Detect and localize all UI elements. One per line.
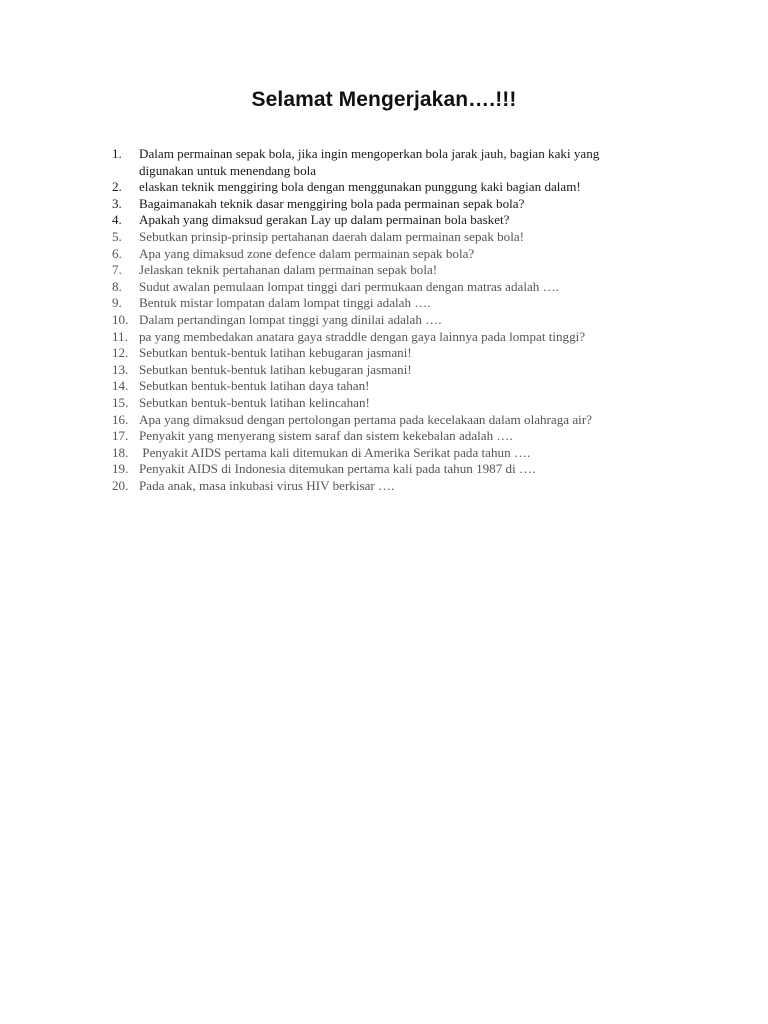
question-number: 6. (112, 245, 122, 261)
question-text: Sebutkan bentuk-bentuk latihan kebugaran jasmani! (139, 361, 412, 377)
question-text: Penyakit AIDS pertama kali ditemukan di Amerika Serikat pada tahun …. (139, 444, 531, 460)
question-item (112, 212, 672, 229)
question-item (112, 279, 672, 296)
question-number: 4. (112, 212, 122, 228)
question-item (112, 345, 672, 362)
question-number: 8. (112, 278, 122, 294)
question-number: 10. (112, 311, 129, 327)
question-number: 2. (112, 179, 122, 195)
question-number: 18. (112, 444, 129, 460)
question-number: 11. (112, 328, 128, 344)
question-text: Dalam pertandingan lompat tinggi yang dinilai adalah …. (139, 311, 442, 327)
question-number: 16. (112, 411, 129, 427)
question-number: 17. (112, 428, 129, 444)
question-item (112, 461, 672, 478)
page-title: Selamat Mengerjakan….!!! (251, 88, 517, 111)
question-text: pa yang membedakan anatara gaya straddle dengan gaya lainnya pada lompat tinggi? (139, 328, 586, 344)
question-text: Pada anak, masa inkubasi virus HIV berkisar …. (139, 477, 395, 493)
question-text: Bentuk mistar lompatan dalam lompat tinggi adalah …. (139, 295, 431, 311)
question-number: 13. (112, 361, 129, 377)
question-item (112, 196, 672, 213)
question-item (112, 329, 672, 346)
question-number: 20. (112, 477, 129, 493)
question-text: Apa yang dimaksud zone defence dalam permainan sepak bola? (139, 245, 475, 261)
question-item (112, 246, 672, 263)
question-item (112, 295, 672, 312)
question-item (112, 362, 672, 379)
question-text: Jelaskan teknik pertahanan dalam permainan sepak bola! (139, 262, 438, 278)
question-text: Sebutkan bentuk-bentuk latihan kelincahan! (139, 394, 370, 410)
question-text-continuation: digunakan untuk menendang bola (139, 162, 317, 178)
question-text: Sebutkan bentuk-bentuk latihan daya tahan! (139, 378, 370, 394)
question-text: Penyakit yang menyerang sistem saraf dan sistem kekebalan adalah …. (139, 428, 513, 444)
question-number: 15. (112, 394, 129, 410)
question-number: 9. (112, 295, 122, 311)
question-text-line: Dalam permainan sepak bola, jika ingin mengoperkan bola jarak jauh, bagian kaki yang (139, 146, 600, 161)
question-item (112, 378, 672, 395)
question-number: 3. (112, 195, 122, 211)
question-item (112, 445, 672, 462)
question-number: 19. (112, 461, 129, 477)
question-item (112, 146, 672, 179)
question-item (112, 478, 672, 495)
question-item (112, 262, 672, 279)
question-text: Apakah yang dimaksud gerakan Lay up dalam permainan bola basket? (139, 212, 510, 228)
question-number: 14. (112, 378, 129, 394)
question-item (112, 395, 672, 412)
question-text (139, 146, 672, 179)
question-item (112, 312, 672, 329)
question-text: Sudut awalan pemulaan lompat tinggi dari permukaan dengan matras adalah …. (139, 278, 559, 294)
question-number: 5. (112, 228, 122, 244)
question-item (112, 412, 672, 429)
question-text: Sebutkan prinsip-prinsip pertahanan daerah dalam permainan sepak bola! (139, 228, 525, 244)
question-item (112, 428, 672, 445)
question-item (112, 179, 672, 196)
question-number: 1. (112, 146, 122, 161)
question-text: Bagaimanakah teknik dasar menggiring bola pada permainan sepak bola? (139, 195, 525, 211)
question-list (112, 146, 672, 494)
question-text: Sebutkan bentuk-bentuk latihan kebugaran jasmani! (139, 345, 412, 361)
question-item (112, 229, 672, 246)
question-number: 12. (112, 345, 129, 361)
question-text: Apa yang dimaksud dengan pertolongan pertama pada kecelakaan dalam olahraga air? (139, 411, 592, 427)
question-number: 7. (112, 262, 122, 278)
question-text: elaskan teknik menggiring bola dengan menggunakan punggung kaki bagian dalam! (139, 179, 581, 195)
question-text: Penyakit AIDS di Indonesia ditemukan pertama kali pada tahun 1987 di …. (139, 461, 536, 477)
